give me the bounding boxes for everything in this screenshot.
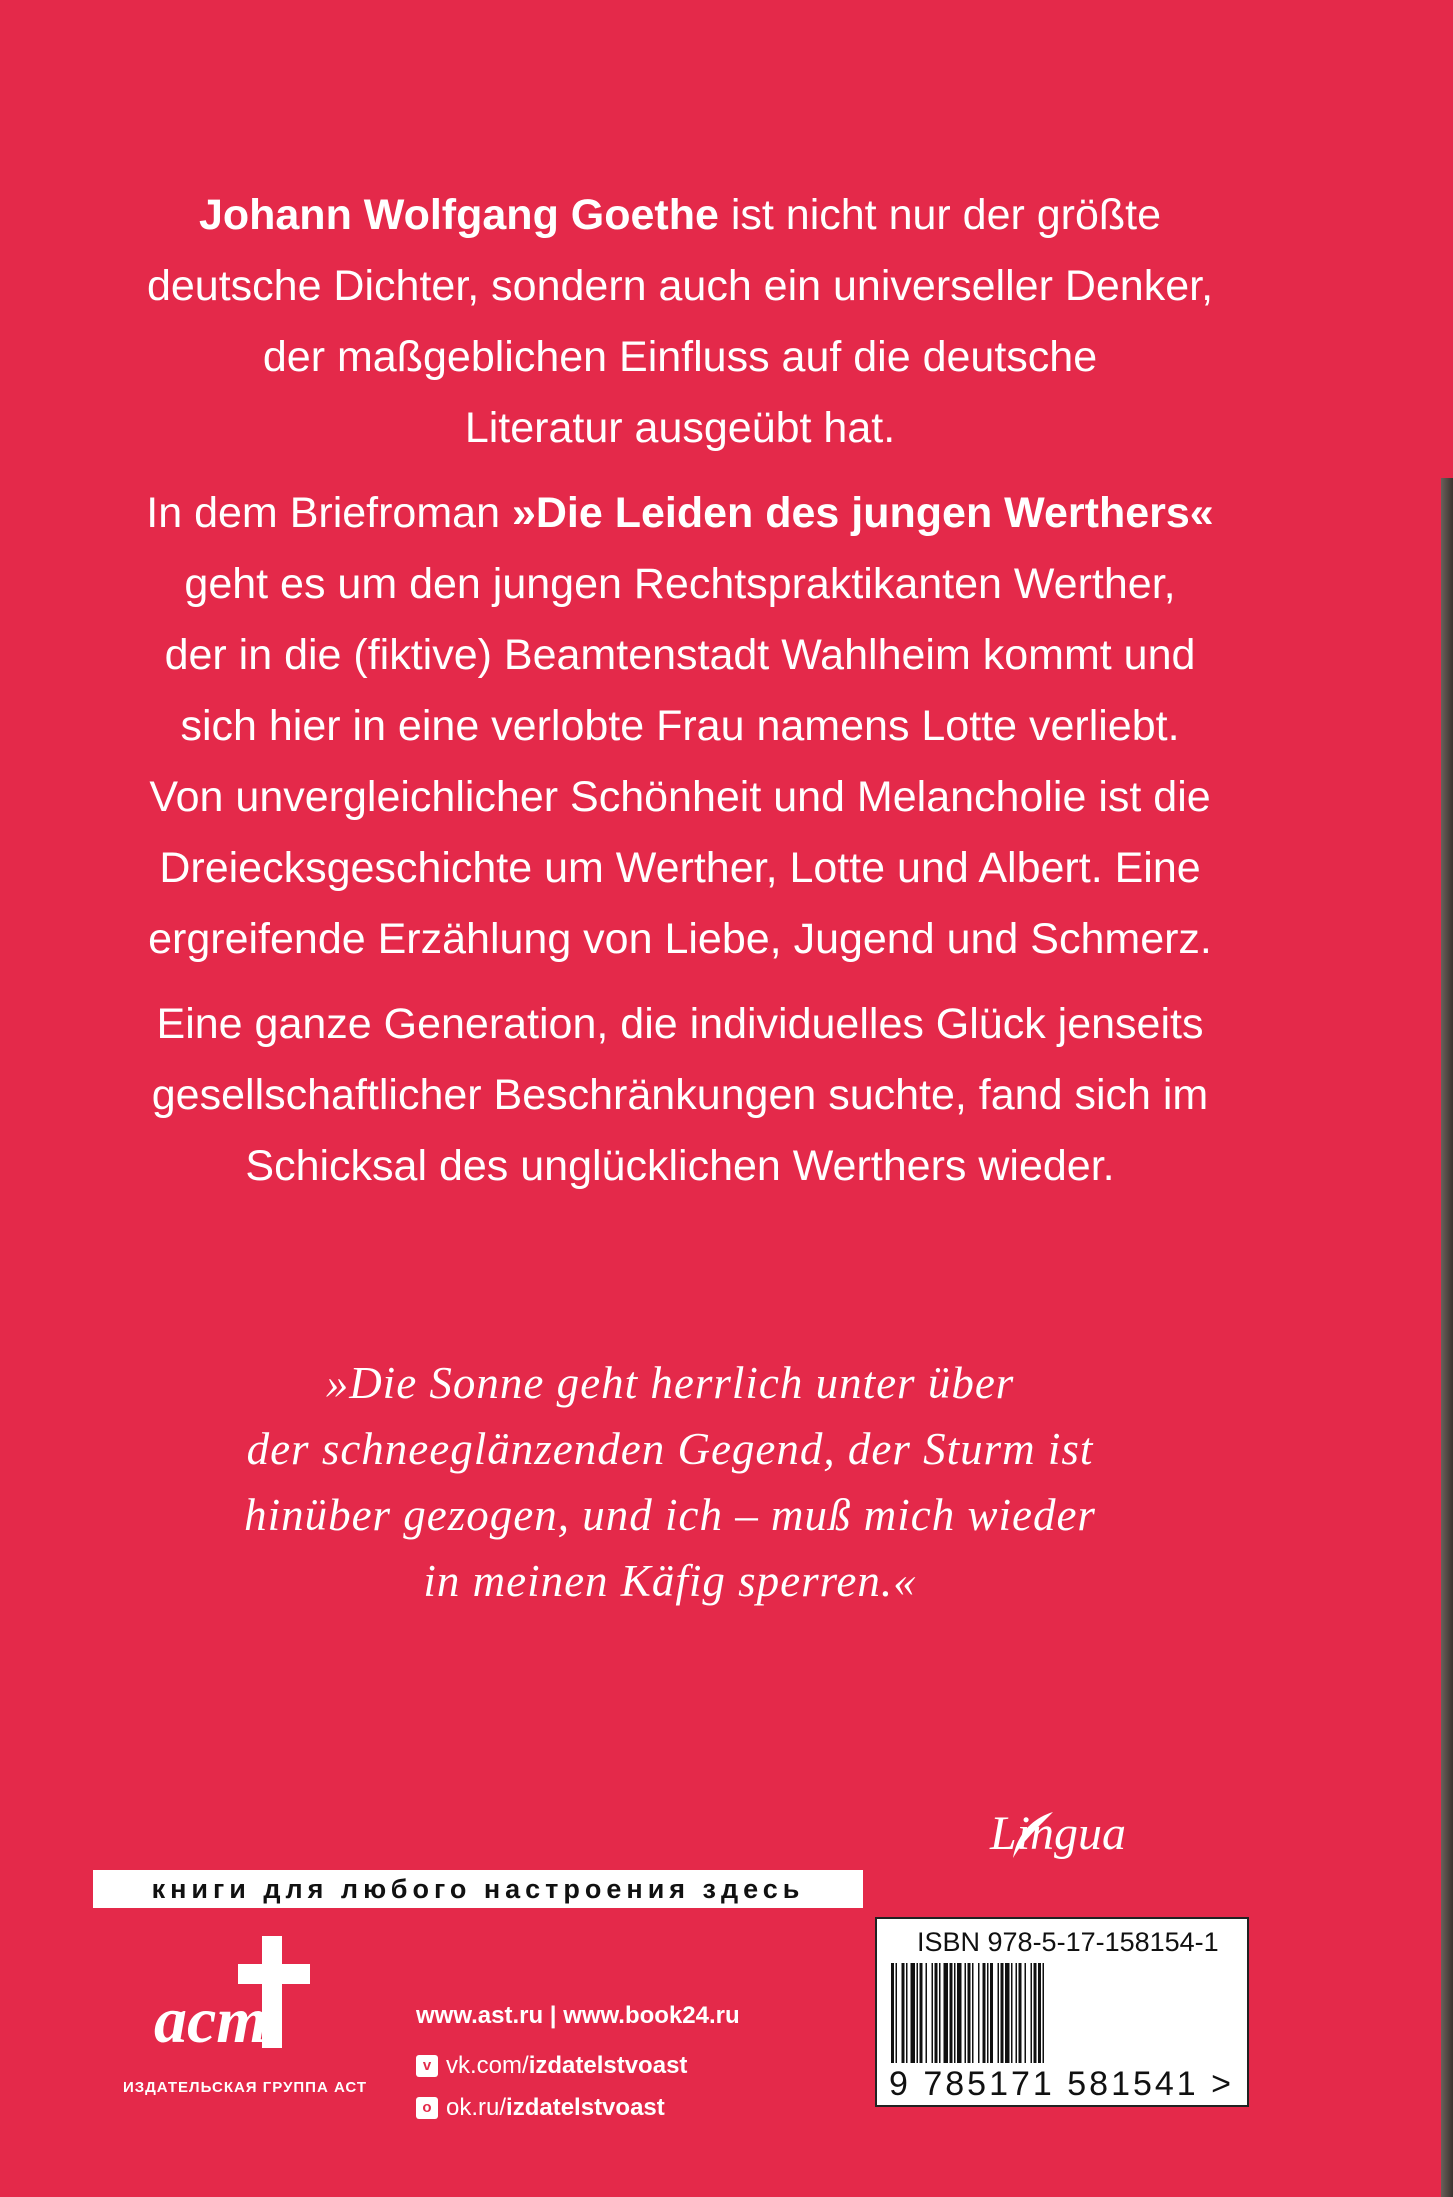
isbn-barcode: [875, 1917, 1249, 2107]
quote-line: der schneeglänzenden Gegend, der Sturm ist: [246, 1424, 1094, 1474]
vk-domain: vk.com/: [446, 2052, 529, 2079]
blurb: [80, 180, 1280, 1216]
book-title: »Die Leiden des jungen Werthers«: [511, 489, 1214, 537]
vk-row[interactable]: [416, 2045, 740, 2087]
blurb-text: der in die (fiktive) Beamtenstadt Wahlheim kommt und: [164, 631, 1196, 679]
ok-domain: ok.ru/: [446, 2094, 507, 2121]
logo-text: аст: [154, 1984, 268, 2057]
vk-icon: v: [416, 2055, 438, 2077]
publisher-caption: ИЗДАТЕЛЬСКАЯ ГРУППА АСТ: [122, 2079, 368, 2096]
blurb-text: In dem Briefroman: [146, 489, 512, 537]
blurb-text: der maßgeblichen Einfluss auf die deutsche: [262, 333, 1098, 381]
blurb-text: Literatur ausgeübt hat.: [464, 404, 896, 452]
websites-link[interactable]: www.ast.ru | www.book24.ru: [416, 2002, 740, 2029]
ok-icon: o: [416, 2097, 438, 2119]
quote-line: in meinen Käfig sperren.«: [423, 1556, 917, 1606]
isbn-number: ISBN 978-5-17-158154-1: [917, 1927, 1219, 1957]
blurb-text: Schicksal des unglücklichen Werthers wieder.: [245, 1142, 1115, 1190]
blurb-text: Eine ganze Generation, die individuelles Glück jenseits: [156, 1000, 1204, 1048]
publisher-tagline: книги для любого настроения здесь: [93, 1870, 863, 1908]
author-name: Johann Wolfgang Goethe: [198, 191, 719, 239]
ast-logo-icon: [150, 1930, 320, 2060]
spine-edge: [1441, 478, 1453, 2197]
blurb-paragraph-3: [80, 989, 1280, 1202]
publisher-links: [416, 1995, 740, 2129]
blurb-text: sich hier in eine verlobte Frau namens Lotte verliebt.: [180, 702, 1180, 750]
blurb-text: Dreiecksgeschichte um Werther, Lotte und Albert. Eine: [159, 844, 1201, 892]
quote-line: hinüber gezogen, und ich – muß mich wieder: [244, 1490, 1096, 1540]
ok-handle: izdatelstvoast: [506, 2094, 665, 2121]
imprint-logo: Lingua: [990, 1807, 1127, 1860]
blurb-text: geht es um den jungen Rechtspraktikanten Werther,: [184, 560, 1176, 608]
book-quote: [190, 1350, 1150, 1614]
barcode-digits: 9 785171 581541 >: [889, 2065, 1235, 2103]
blurb-text: deutsche Dichter, sondern auch ein universeller Denker,: [146, 262, 1214, 310]
quote-line: »Die Sonne geht herrlich unter über: [325, 1358, 1015, 1408]
blurb-text: Von unvergleichlicher Schönheit und Melancholie ist die: [149, 773, 1211, 821]
websites-row: [416, 1995, 740, 2037]
barcode-bars: [891, 1963, 1231, 2063]
blurb-paragraph-2: [80, 478, 1280, 975]
blurb-paragraph-1: [80, 180, 1280, 464]
blurb-text: gesellschaftlicher Beschränkungen suchte, fand sich im: [151, 1071, 1209, 1119]
vk-handle: izdatelstvoast: [528, 2052, 688, 2079]
blurb-text: ist nicht nur der größte: [718, 191, 1162, 239]
blurb-text: ergreifende Erzählung von Liebe, Jugend und Schmerz.: [148, 915, 1212, 963]
ok-row[interactable]: [416, 2087, 740, 2129]
